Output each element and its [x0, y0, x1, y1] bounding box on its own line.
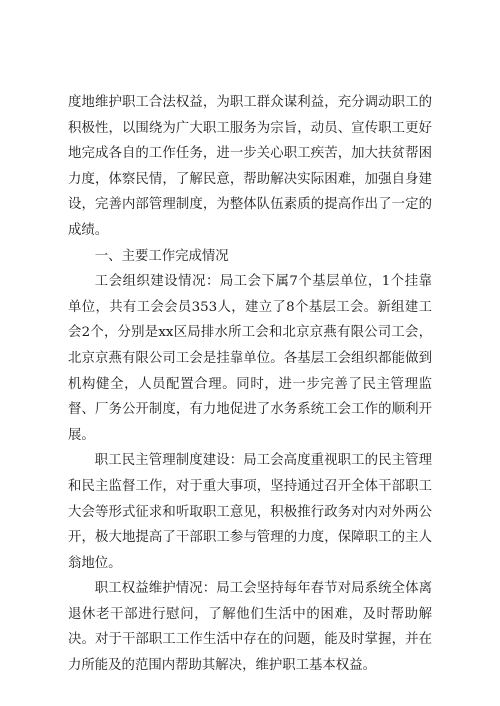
intro-paragraph: 度地维护职工合法权益，为职工群众谋利益，充分调动职工的积极性，以围绕为广大职工服务为宗旨，动员、宣传职工更好地完成各自的工作任务，进一步关心职工疾苦，加大扶贫帮困力度，体察民情，了解民意，帮助解决实际困难，加强自身建设，完善内部管理制度，为整体队伍素质的提高作出了一定的成绩。: [68, 95, 432, 238]
paragraph-democratic-management: 职工民主管理制度建设：局工会高度重视职工的民主管理和民主监督工作，对于重大事项，坚持通过召开全体干部职工大会等形式征求和听取职工意见，积极推行政务对内对外两公开，极大地提高了干部职工参与管理的力度，保障职工的主人翁地位。: [68, 453, 432, 571]
document-body: [68, 90, 432, 679]
section-heading: 一、主要工作完成情况: [94, 248, 229, 264]
paragraph-organization: 工会组织建设情况：局工会下属7个基层单位，1个挂靠单位，共有工会会员353人，建立了8个基层工会。新组建工会2个，分别是xx区局排水所工会和北京京燕有限公司工会，北京京燕有限公司工会是挂靠单位。各基层工会组织都能做到机构健全，人员配置合理。同时，进一步完善了民主管理监督、厂务公开制度，有力地促进了水务系统工会工作的顺利开展。: [68, 274, 432, 443]
paragraph-rights-protection: 职工权益维护情况：局工会坚持每年春节对局系统全体离退休老干部进行慰问，了解他们生活中的困难，及时帮助解决。对于干部职工工作生活中存在的问题，能及时掌握，并在力所能及的范围内帮助其解决，维护职工基本权益。: [68, 581, 432, 674]
